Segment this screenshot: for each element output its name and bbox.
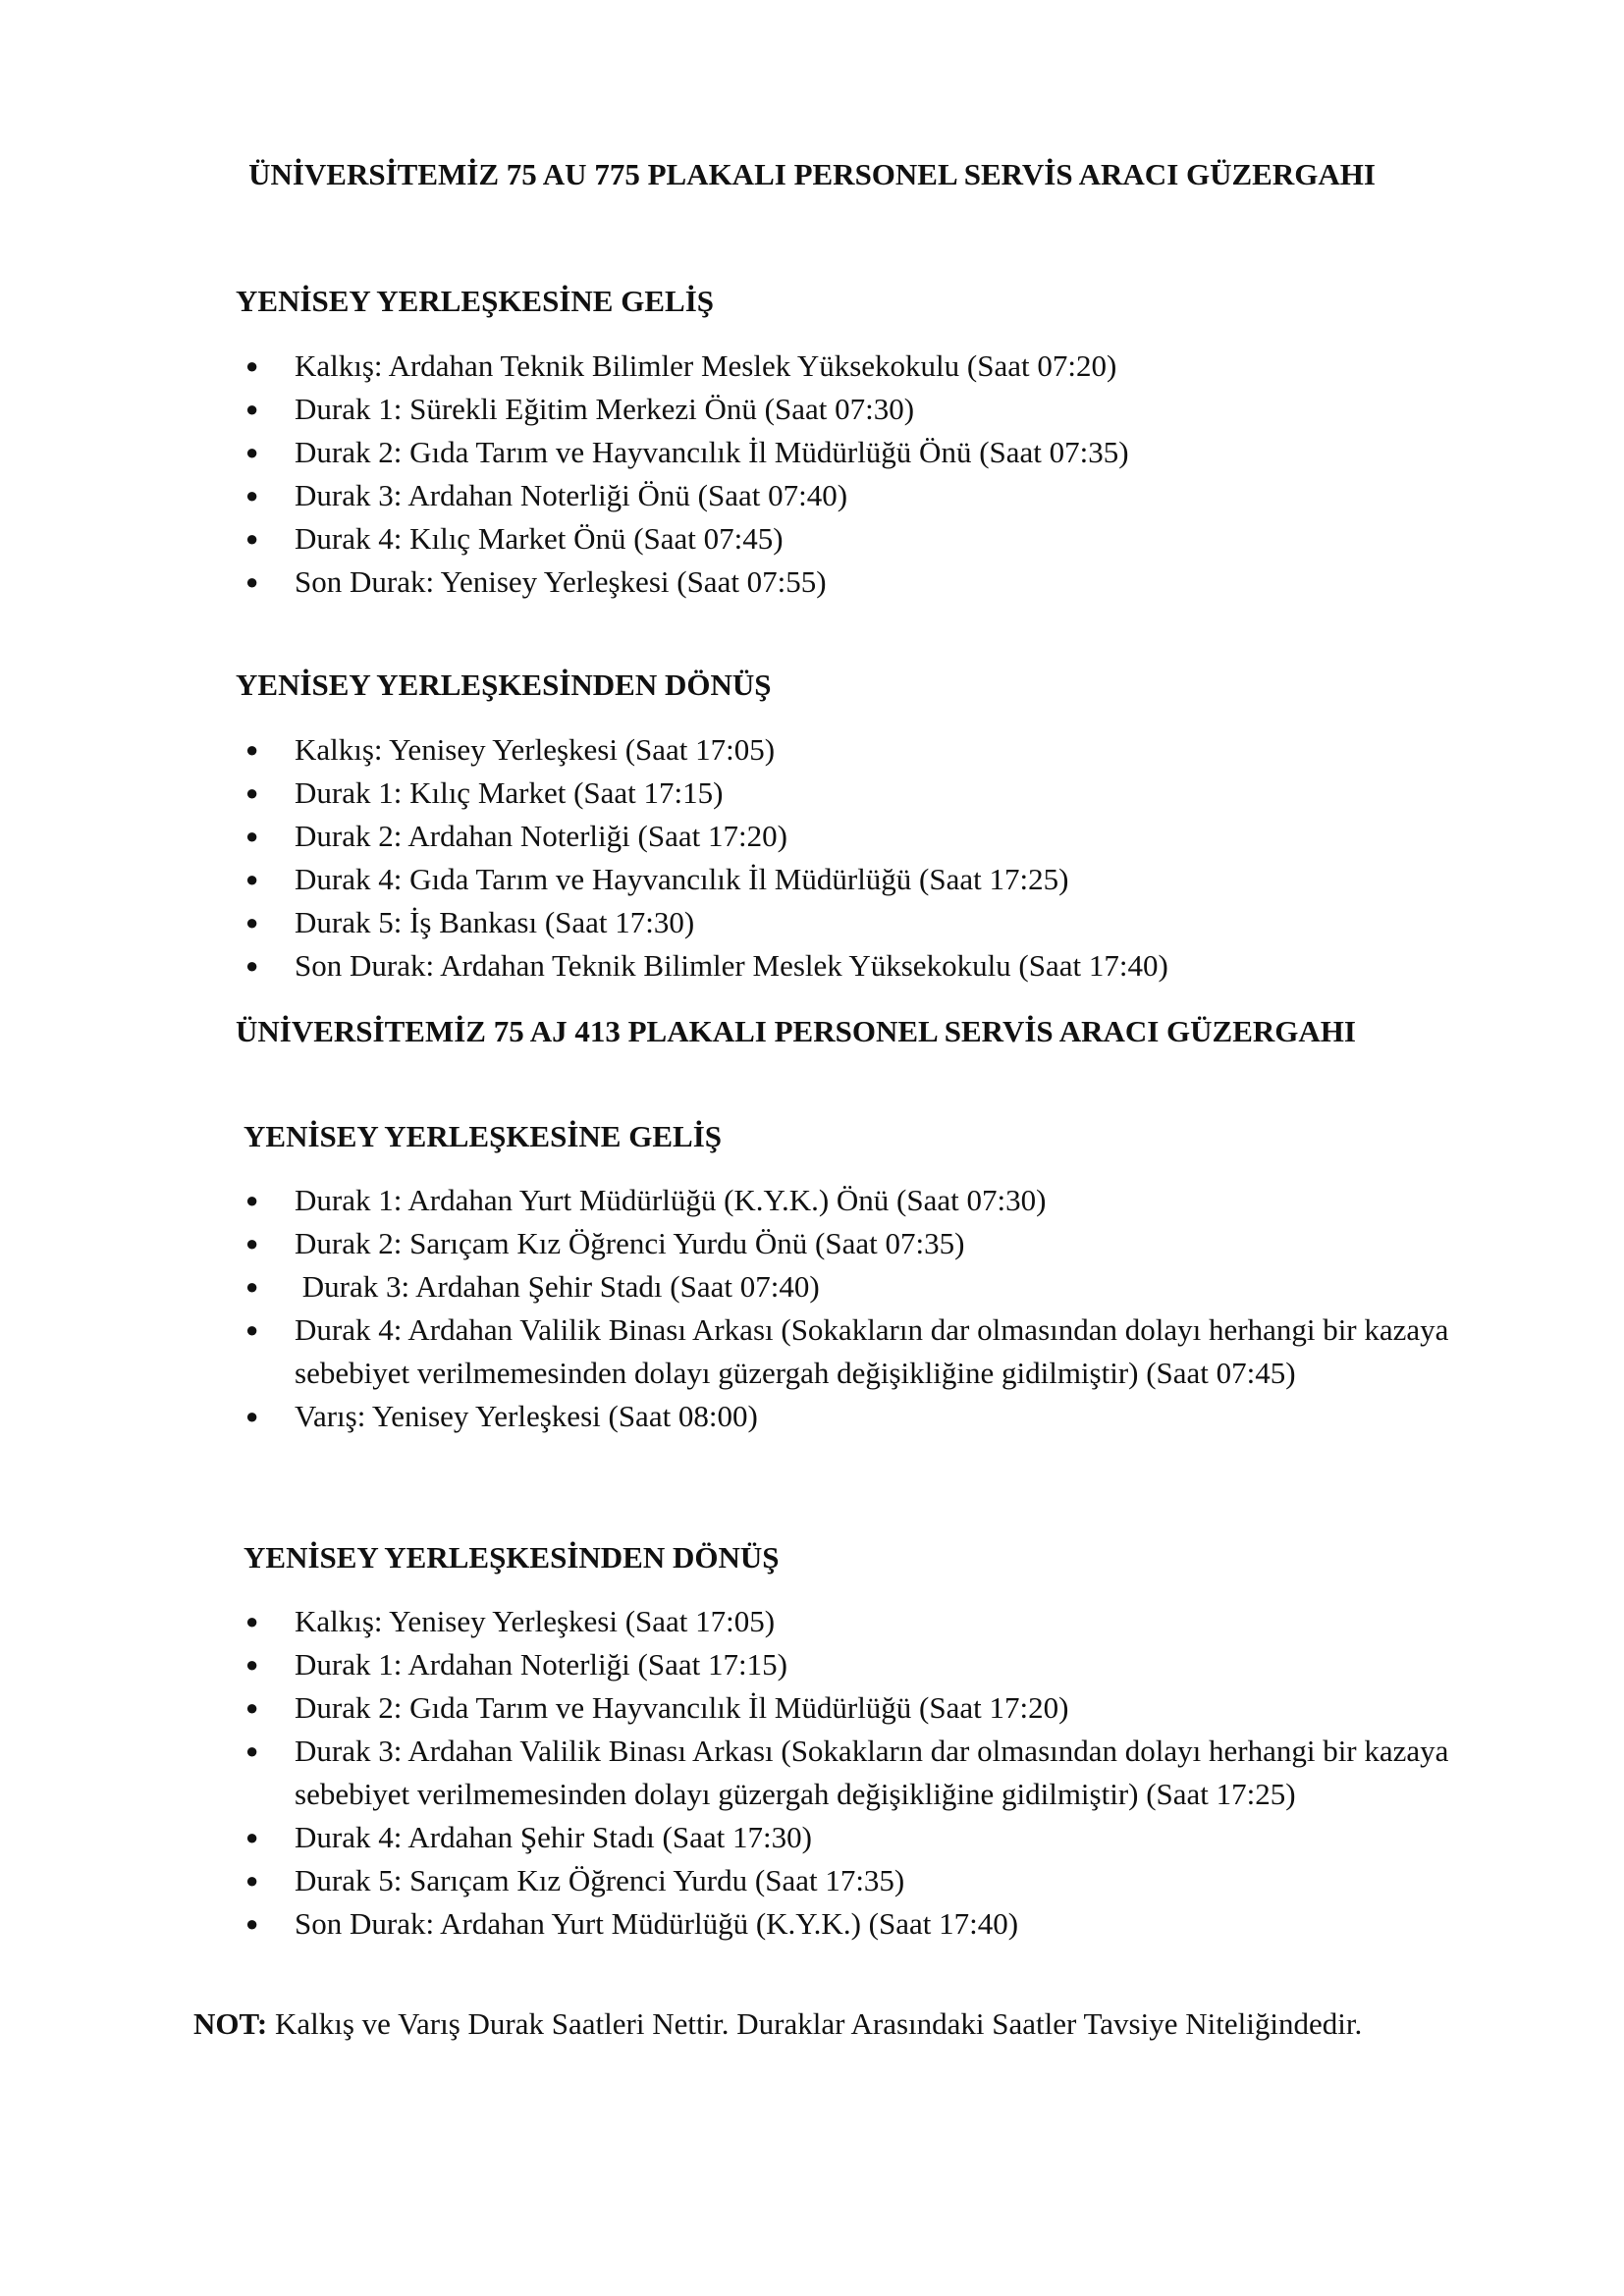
route-list-return-2 — [245, 1600, 1502, 1946]
route-stop-text: Durak 5: İş Bankası (Saat 17:30) — [295, 905, 695, 939]
route-stop — [245, 901, 1502, 944]
bullet-icon: ● — [245, 1695, 259, 1720]
route-stop — [245, 431, 1502, 474]
route-stop — [245, 1179, 1502, 1222]
bullet-icon: ● — [245, 1652, 259, 1677]
route-stop — [245, 1600, 1502, 1643]
route-stop-text: Durak 4: Gıda Tarım ve Hayvancılık İl Müdürlüğü (Saat 17:25) — [295, 862, 1069, 896]
route-stop-text: Kalkış: Ardahan Teknik Bilimler Meslek Yüksekokulu (Saat 07:20) — [295, 348, 1117, 383]
second-vehicle-title — [193, 1010, 1450, 1053]
route-stop-text: Durak 4: Ardahan Valilik Binası Arkası (Sokakların dar olmasından dolayı herhangi bir kazaya sebebiyet verilmemesinden dolayı güzergah değişikliğine gidilmiştir) (Saat 07:45) — [295, 1312, 1449, 1390]
route-stop-text: Durak 4: Kılıç Market Önü (Saat 07:45) — [295, 521, 784, 556]
route-stop-text: Durak 4: Ardahan Şehir Stadı (Saat 17:30) — [295, 1820, 812, 1854]
route-stop-text: Son Durak: Yenisey Yerleşkesi (Saat 07:55) — [295, 564, 827, 599]
bullet-icon: ● — [245, 780, 259, 805]
bullet-icon: ● — [245, 397, 259, 421]
route-stop — [245, 1902, 1502, 1946]
route-stop-text: Varış: Yenisey Yerleşkesi (Saat 08:00) — [295, 1399, 758, 1433]
route-stop — [245, 1308, 1473, 1395]
route-stop — [245, 517, 1502, 561]
bullet-icon: ● — [245, 824, 259, 848]
route-stop-text: Durak 1: Kılıç Market (Saat 17:15) — [295, 775, 724, 810]
note-text: Kalkış ve Varış Durak Saatleri Nettir. Duraklar Arasındaki Saatler Tavsiye Niteliğindedir. — [274, 2006, 1363, 2041]
route-stop — [245, 561, 1502, 604]
route-stop — [245, 474, 1502, 517]
bullet-icon: ● — [245, 1825, 259, 1849]
bullet-icon: ● — [245, 1274, 259, 1299]
bullet-icon: ● — [245, 440, 259, 464]
route-stop — [245, 858, 1502, 901]
route-stop — [245, 1816, 1502, 1859]
route-stop — [245, 1265, 1502, 1308]
second-vehicle-title-text: ÜNİVERSİTEMİZ 75 AJ 413 PLAKALI PERSONEL SERVİS ARACI GÜZERGAHI — [236, 1014, 1356, 1048]
route-stop — [245, 1643, 1502, 1686]
route-stop-text: Durak 3: Ardahan Şehir Stadı (Saat 07:40) — [295, 1269, 820, 1304]
section-heading-return-2: YENİSEY YERLEŞKESİNDEN DÖNÜŞ — [244, 1540, 780, 1575]
route-stop-text: Kalkış: Yenisey Yerleşkesi (Saat 17:05) — [295, 732, 776, 767]
route-stop — [245, 1395, 1502, 1438]
bullet-icon: ● — [245, 1231, 259, 1255]
bullet-icon: ● — [245, 1868, 259, 1893]
bullet-icon: ● — [245, 483, 259, 507]
route-stop — [245, 1686, 1502, 1730]
route-list-arrival-1 — [245, 345, 1502, 604]
bullet-icon: ● — [245, 867, 259, 891]
bullet-icon: ● — [245, 569, 259, 594]
route-stop-text: Durak 1: Ardahan Yurt Müdürlüğü (K.Y.K.) Önü (Saat 07:30) — [295, 1183, 1047, 1217]
route-stop — [245, 345, 1502, 388]
route-stop — [245, 815, 1502, 858]
bullet-icon: ● — [245, 1911, 259, 1936]
bullet-icon: ● — [245, 1738, 259, 1763]
route-stop — [245, 728, 1502, 772]
route-list-arrival-2 — [245, 1179, 1502, 1438]
page-title: ÜNİVERSİTEMİZ 75 AU 775 PLAKALI PERSONEL SERVİS ARACI GÜZERGAHI — [248, 157, 1376, 191]
route-stop-text: Son Durak: Ardahan Teknik Bilimler Meslek Yüksekokulu (Saat 17:40) — [295, 948, 1168, 983]
route-list-return-1 — [245, 728, 1502, 988]
bullet-icon: ● — [245, 1188, 259, 1212]
route-stop-text: Durak 3: Ardahan Valilik Binası Arkası (Sokakların dar olmasından dolayı herhangi bir kazaya sebebiyet verilmemesinden dolayı güzergah değişikliğine gidilmiştir) (Saat 17:25) — [295, 1734, 1449, 1811]
route-stop-text: Durak 2: Sarıçam Kız Öğrenci Yurdu Önü (Saat 07:35) — [295, 1226, 965, 1260]
bullet-icon: ● — [245, 1317, 259, 1342]
section-heading-return-1: YENİSEY YERLEŞKESİNDEN DÖNÜŞ — [236, 667, 772, 702]
section-heading-arrival-2: YENİSEY YERLEŞKESİNE GELİŞ — [244, 1119, 722, 1153]
bullet-icon: ● — [245, 737, 259, 762]
bullet-icon: ● — [245, 953, 259, 978]
bullet-icon: ● — [245, 1404, 259, 1428]
route-stop-text: Durak 2: Gıda Tarım ve Hayvancılık İl Müdürlüğü (Saat 17:20) — [295, 1690, 1069, 1725]
route-stop-text: Durak 1: Sürekli Eğitim Merkezi Önü (Saat 07:30) — [295, 392, 915, 426]
route-stop — [245, 1222, 1502, 1265]
bullet-icon: ● — [245, 526, 259, 551]
route-stop-text: Durak 2: Gıda Tarım ve Hayvancılık İl Müdürlüğü Önü (Saat 07:35) — [295, 435, 1129, 469]
route-stop-text: Durak 1: Ardahan Noterliği (Saat 17:15) — [295, 1647, 787, 1682]
note-label: NOT: — [193, 2006, 268, 2041]
note-paragraph — [193, 2002, 1440, 2046]
route-stop — [245, 944, 1502, 988]
route-stop-text: Kalkış: Yenisey Yerleşkesi (Saat 17:05) — [295, 1604, 776, 1638]
bullet-icon: ● — [245, 1609, 259, 1633]
route-stop-text: Durak 2: Ardahan Noterliği (Saat 17:20) — [295, 819, 787, 853]
bullet-icon: ● — [245, 353, 259, 378]
bullet-icon: ● — [245, 910, 259, 934]
route-stop — [245, 1859, 1502, 1902]
route-stop-text: Durak 5: Sarıçam Kız Öğrenci Yurdu (Saat 17:35) — [295, 1863, 905, 1897]
route-stop — [245, 388, 1502, 431]
route-stop-text: Son Durak: Ardahan Yurt Müdürlüğü (K.Y.K.) (Saat 17:40) — [295, 1906, 1019, 1941]
route-stop-text: Durak 3: Ardahan Noterliği Önü (Saat 07:40) — [295, 478, 848, 512]
route-stop — [245, 1730, 1473, 1816]
route-stop — [245, 772, 1502, 815]
section-heading-arrival-1: YENİSEY YERLEŞKESİNE GELİŞ — [236, 284, 714, 318]
